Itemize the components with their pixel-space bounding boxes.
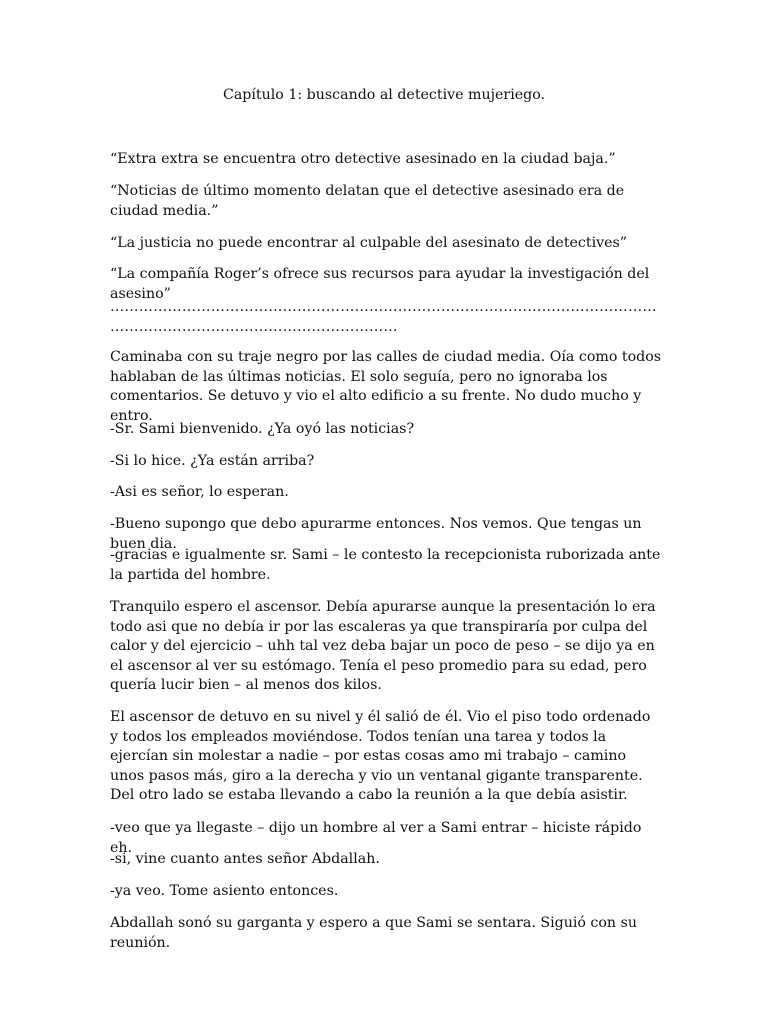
dialogue-line-8: -ya veo. Tome asiento entonces. [110, 883, 339, 899]
headline-4: “La compañía Roger’s ofrece sus recursos para ayudar la investigación del asesino” [110, 266, 650, 302]
dialogue-line-6: -veo que ya llegaste – dijo un hombre al ver a Sami entrar – hiciste rápido eh. [110, 820, 642, 856]
dialogue-line-4: -Bueno supongo que debo apurarme entonces. Nos vemos. Que tengas un buen dia. [110, 516, 642, 552]
chapter-title: Capítulo 1: buscando al detective mujeriego. [222, 87, 546, 103]
paragraph-3: El ascensor de detuvo en su nivel y él salió de él. Vio el piso todo ordenado y todos los empleados moviéndose. Todos tenían una tarea y todos la ejercían sin molestar a nadie – por estas cosas amo mi trabajo – camino unos pasos más, giro a la derecha y vio un ventanal gigante transparente. Del otro lado se estaba llevando a cabo la reunión a la que debía asistir. [110, 709, 651, 804]
paragraph-4: Abdallah sonó su garganta y espero a que Sami se sentara. Siguió con su reunión. [110, 915, 637, 951]
dialogue-line-3: -Asi es señor, lo esperan. [110, 484, 289, 500]
paragraph-1: Caminaba con su traje negro por las calles de ciudad media. Oía como todos hablaban de las últimas noticias. El solo seguía, pero no ignoraba los comentarios. Se detuvo y vio el alto edificio a su frente. No dudo mucho y entro. [110, 349, 662, 424]
dialogue-line-7: -si, vine cuanto antes señor Abdallah. [110, 851, 380, 867]
dialogue-line-1: -Sr. Sami bienvenido. ¿Ya oyó las noticias? [110, 421, 415, 437]
paragraph-2: Tranquilo espero el ascensor. Debía apurarse aunque la presentación lo era todo asi que no debía ir por las escaleras ya que transpiraría por culpa del calor y del ejercicio – uhh tal vez deba bajar un poco de peso – se dijo ya en el ascensor al ver su estómago. Tenía el peso promedio para su edad, pero quería lucir bien – al menos dos kilos. [110, 599, 656, 694]
dialogue-line-2: -Si lo hice. ¿Ya están arriba? [110, 453, 315, 469]
headline-2: “Noticias de último momento delatan que el detective asesinado era de ciudad media.” [110, 183, 625, 219]
headline-1: “Extra extra se encuentra otro detective asesinado en la ciudad baja.” [110, 151, 616, 167]
dialogue-line-5: -gracias e igualmente sr. Sami – le contesto la recepcionista ruborizada ante la partida del hombre. [110, 547, 661, 583]
dotted-separator: ………………………………………………………………………………………………………………………………………………………… [110, 299, 657, 335]
headline-3: “La justicia no puede encontrar al culpable del asesinato de detectives” [110, 235, 628, 251]
